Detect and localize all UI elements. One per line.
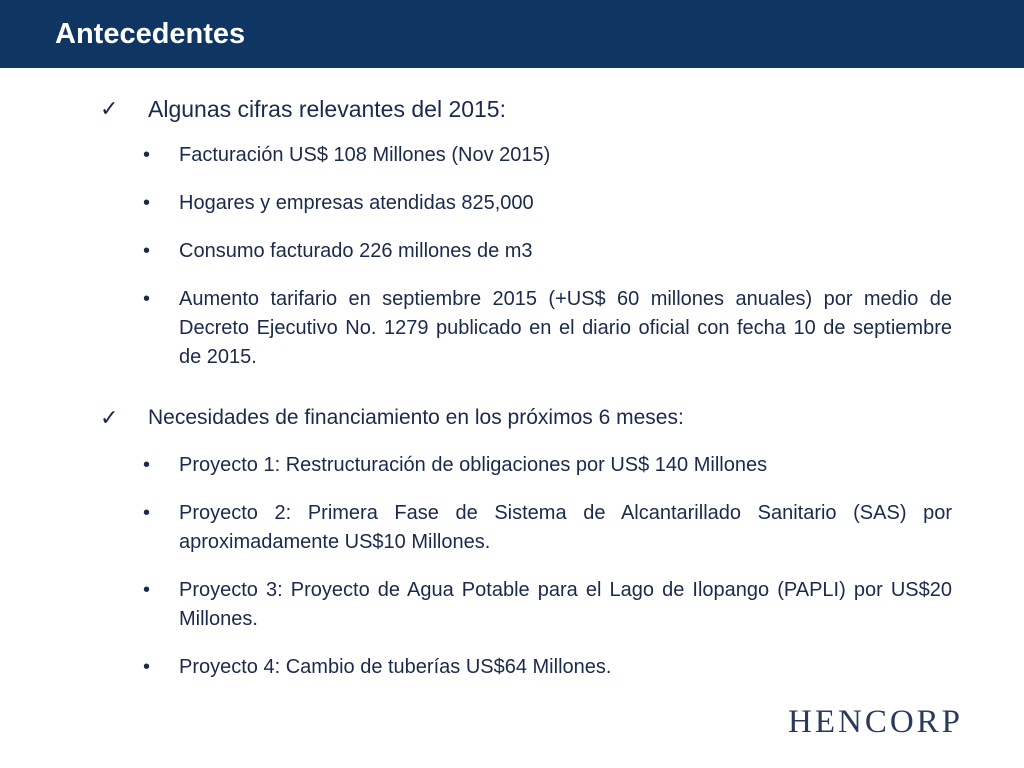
list-item: • Proyecto 3: Proyecto de Agua Potable para el Lago de Ilopango (PAPLI) por US$20 Millones. [100, 576, 960, 634]
list-item: • Facturación US$ 108 Millones (Nov 2015) [100, 141, 960, 170]
bullet-icon: • [143, 579, 151, 601]
bullet-icon: • [143, 240, 151, 262]
list-item: • Proyecto 4: Cambio de tuberías US$64 Millones. [100, 653, 960, 682]
list-item: • Proyecto 1: Restructuración de obligaciones por US$ 140 Millones [100, 451, 960, 480]
checkmark-icon: ✓ [100, 405, 119, 430]
bullet-icon: • [143, 288, 151, 310]
bullet-icon: • [143, 192, 151, 214]
list-item: • Hogares y empresas atendidas 825,000 [100, 189, 960, 218]
list-item: • Aumento tarifario en septiembre 2015 (+US$ 60 millones anuales) por medio de Decreto Ejecutivo No. 1279 publicado en el diario oficial con fecha 10 de septiembre de 2015. [100, 285, 960, 372]
section-cifras [100, 94, 960, 372]
bullet-icon: • [143, 144, 151, 166]
bullet-list [100, 141, 960, 372]
bullet-icon: • [143, 502, 151, 524]
title-bar [0, 0, 1024, 68]
list-item: • Proyecto 2: Primera Fase de Sistema de Alcantarillado Sanitario (SAS) por aproximadamente US$10 Millones. [100, 499, 960, 557]
checkmark-icon: ✓ [100, 96, 119, 121]
section-heading [100, 403, 960, 433]
list-item: • Consumo facturado 226 millones de m3 [100, 237, 960, 266]
hencorp-logo: HENCORP [788, 704, 964, 740]
section-heading [100, 94, 960, 124]
bullet-icon: • [143, 656, 151, 678]
section-heading-text: Necesidades de financiamiento en los próximos 6 meses: [148, 406, 684, 429]
page-title: Antecedentes [55, 18, 246, 50]
section-financiamiento [100, 403, 960, 682]
section-heading-text: Algunas cifras relevantes del 2015: [148, 96, 506, 122]
bullet-list [100, 451, 960, 682]
bullet-icon: • [143, 454, 151, 476]
